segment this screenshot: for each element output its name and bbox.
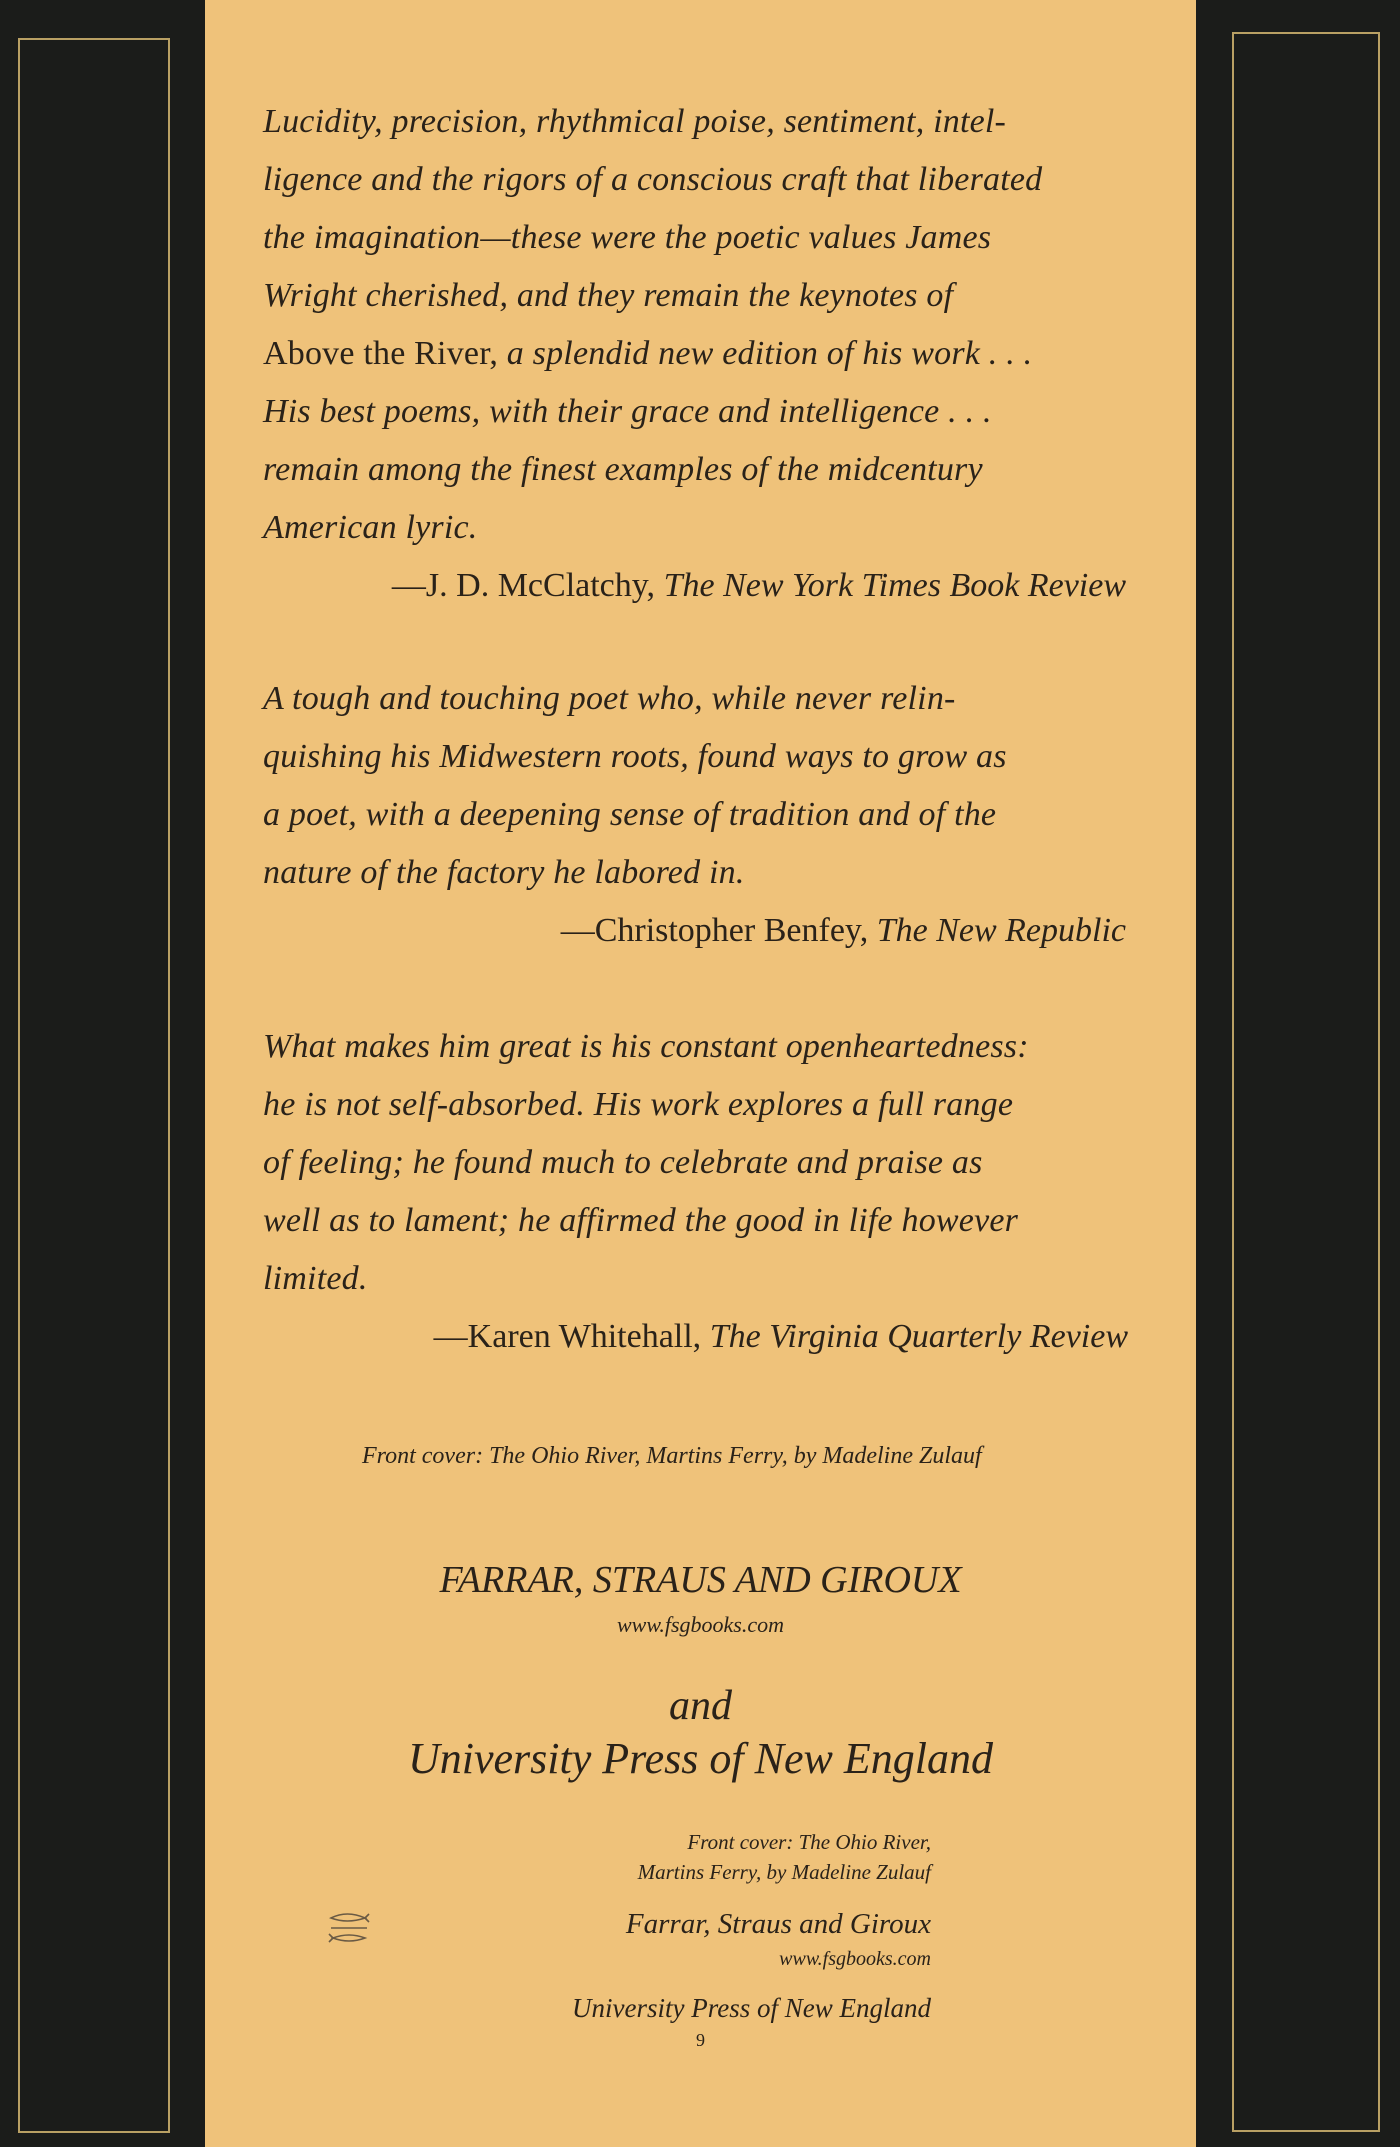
- left-gold-frame: [18, 38, 170, 2133]
- attribution-author: —Christopher Benfey,: [560, 912, 877, 949]
- quote-line: nature of the factory he labored in.: [263, 854, 745, 891]
- and-conjunction: and: [669, 1683, 732, 1729]
- quote-line: A tough and touching poet who, while never relin-: [263, 680, 956, 717]
- quote-line-text: a splendid new edition of his work . . .: [498, 335, 1033, 372]
- quote-line: [263, 325, 1263, 383]
- cover-credit: Front cover: The Ohio River, Martins Ferry, by Madeline Zulauf: [362, 1443, 982, 1469]
- page-number: 9: [696, 2030, 705, 2050]
- quote-line: well as to lament; he affirmed the good in life however: [263, 1202, 1019, 1239]
- quote-benfey: [263, 670, 1263, 902]
- fsg-fish-logo-icon: [327, 1908, 371, 1948]
- quote-line: ligence and the rigors of a conscious craft that liberated: [263, 161, 1043, 198]
- publisher-name: FARRAR, STRAUS AND GIROUX: [439, 1559, 962, 1601]
- attribution-author: —J. D. McClatchy,: [391, 567, 664, 604]
- quote-line: remain among the finest examples of the midcentury: [263, 451, 983, 488]
- colophon-publisher: Farrar, Straus and Giroux: [625, 1908, 931, 1940]
- quote-mcclatchy: [263, 93, 1263, 557]
- copublisher-name: University Press of New England: [408, 1734, 993, 1783]
- quote-line: Wright cherished, and they remain the keynotes of: [263, 277, 954, 314]
- quote-line: limited.: [263, 1260, 368, 1297]
- back-cover-panel: [205, 0, 1196, 2147]
- attribution-author: —Karen Whitehall,: [433, 1318, 710, 1355]
- right-gold-frame: [1232, 32, 1380, 2132]
- quote-line: quishing his Midwestern roots, found ways to grow as: [263, 738, 1007, 775]
- quote-line: What makes him great is his constant openheartedness:: [263, 1028, 1029, 1065]
- left-border-panel: [0, 0, 205, 2147]
- quote-line: Lucidity, precision, rhythmical poise, sentiment, intel-: [263, 103, 1007, 140]
- colophon-url: www.fsgbooks.com: [779, 1948, 931, 1970]
- attribution-publication: The New York Times Book Review: [663, 567, 1126, 604]
- publisher-url: www.fsgbooks.com: [616, 1612, 785, 1637]
- colophon-credit-line2: Martins Ferry, by Madeline Zulauf: [637, 1860, 931, 1884]
- colophon-copublisher: University Press of New England: [572, 1993, 931, 2023]
- quote-line: a poet, with a deepening sense of tradition and of the: [263, 796, 997, 833]
- book-title: Above the River,: [263, 335, 499, 372]
- attribution-whitehall: [434, 1308, 1128, 1366]
- quote-line: he is not self-absorbed. His work explores a full range: [263, 1086, 1014, 1123]
- quote-line: the imagination—these were the poetic values James: [263, 219, 992, 256]
- quote-line: American lyric.: [263, 509, 478, 546]
- colophon-credit-line1: Front cover: The Ohio River,: [687, 1830, 931, 1854]
- quote-whitehall: [263, 1018, 1263, 1308]
- quote-line: of feeling; he found much to celebrate and praise as: [263, 1144, 983, 1181]
- attribution-benfey: [561, 902, 1126, 960]
- attribution-publication: The New Republic: [876, 912, 1126, 949]
- attribution-mcclatchy: [392, 557, 1126, 615]
- quote-line: His best poems, with their grace and intelligence . . .: [263, 393, 992, 430]
- attribution-publication: The Virginia Quarterly Review: [709, 1318, 1128, 1355]
- right-border-panel: [1196, 0, 1400, 2147]
